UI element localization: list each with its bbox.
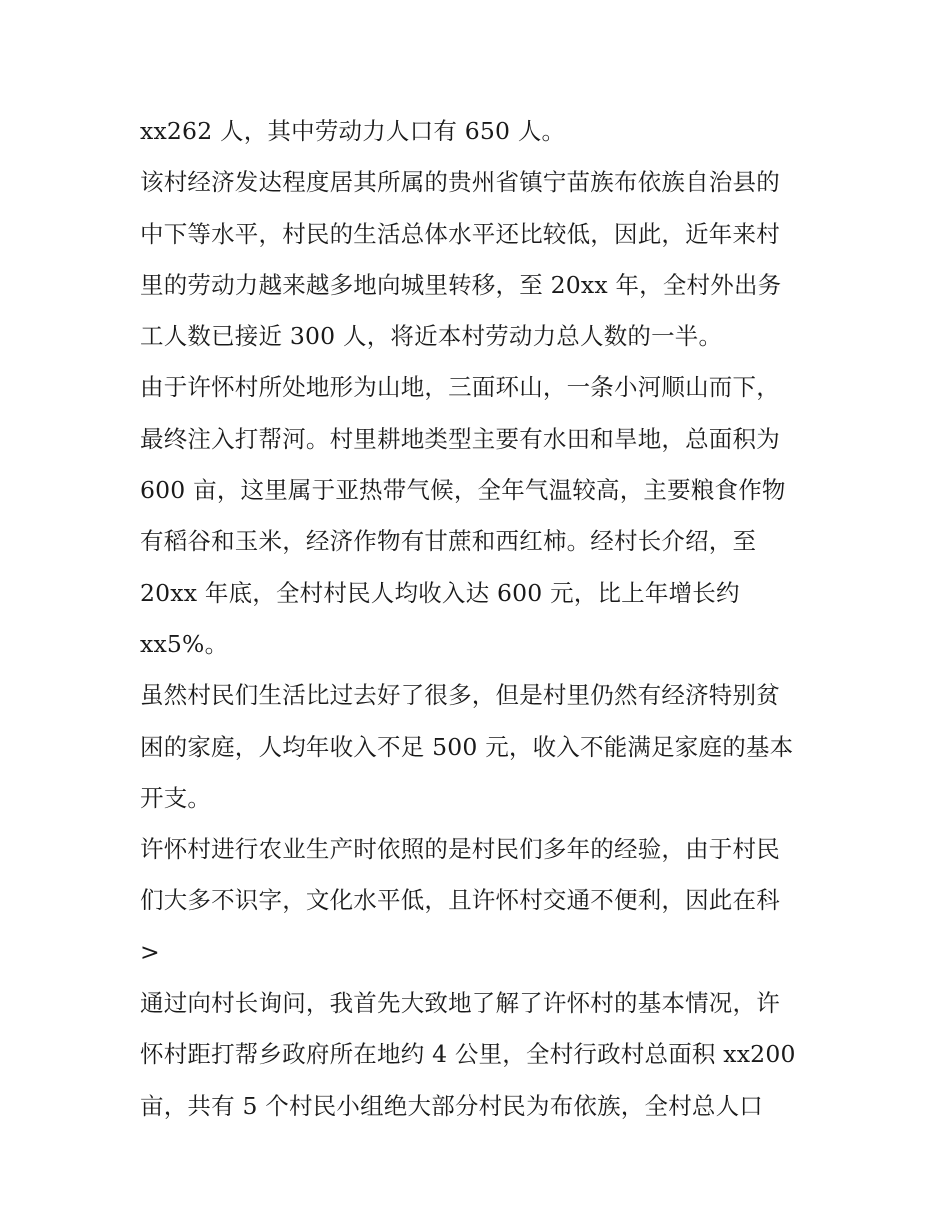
text-line: 通过向村长询问，我首先大致地了解了许怀村的基本情况，许	[140, 989, 780, 1018]
text-line: xx5%。	[140, 629, 229, 658]
text-line: 亩，共有 5 个村民小组绝大部分村民为布依族，全村总人口	[140, 1091, 763, 1120]
text-line: 许怀村进行农业生产时依照的是村民们多年的经验，由于村民	[140, 835, 780, 864]
text-line: 工人数已接近 300 人，将近本村劳动力总人数的一半。	[140, 322, 723, 351]
text-line: 最终注入打帮河。村里耕地类型主要有水田和旱地，总面积为	[140, 424, 780, 453]
text-line: 困的家庭，人均年收入不足 500 元，收入不能满足家庭的基本	[140, 732, 794, 761]
text-line: xx262 人，其中劳动力人口有 650 人。	[140, 117, 566, 145]
text-line: 们大多不识字，文化水平低，且许怀村交通不便利，因此在科	[140, 886, 780, 915]
text-line: 有稻谷和玉米，经济作物有甘蔗和西红柿。经村长介绍，至	[140, 527, 757, 556]
text-line: >	[140, 937, 160, 966]
text-line: 怀村距打帮乡政府所在地约 4 公里，全村行政村总面积 xx200	[140, 1040, 796, 1069]
text-line: 600 亩，这里属于亚热带气候，全年气温较高，主要粮食作物	[140, 476, 786, 505]
text-line: 开支。	[140, 783, 212, 812]
text-line: 里的劳动力越来越多地向城里转移，至 20xx 年，全村外出务	[140, 270, 782, 299]
text-line: 虽然村民们生活比过去好了很多，但是村里仍然有经济特别贫	[140, 681, 780, 710]
document-body	[140, 106, 820, 1132]
text-line: 由于许怀村所处地形为山地，三面环山，一条小河顺山而下，	[140, 373, 780, 402]
text-line: 20xx 年底，全村村民人均收入达 600 元，比上年增长约	[140, 578, 740, 607]
text-line: 中下等水平，村民的生活总体水平还比较低，因此，近年来村	[140, 219, 780, 248]
text-line: 该村经济发达程度居其所属的贵州省镇宁苗族布依族自治县的	[140, 168, 780, 197]
